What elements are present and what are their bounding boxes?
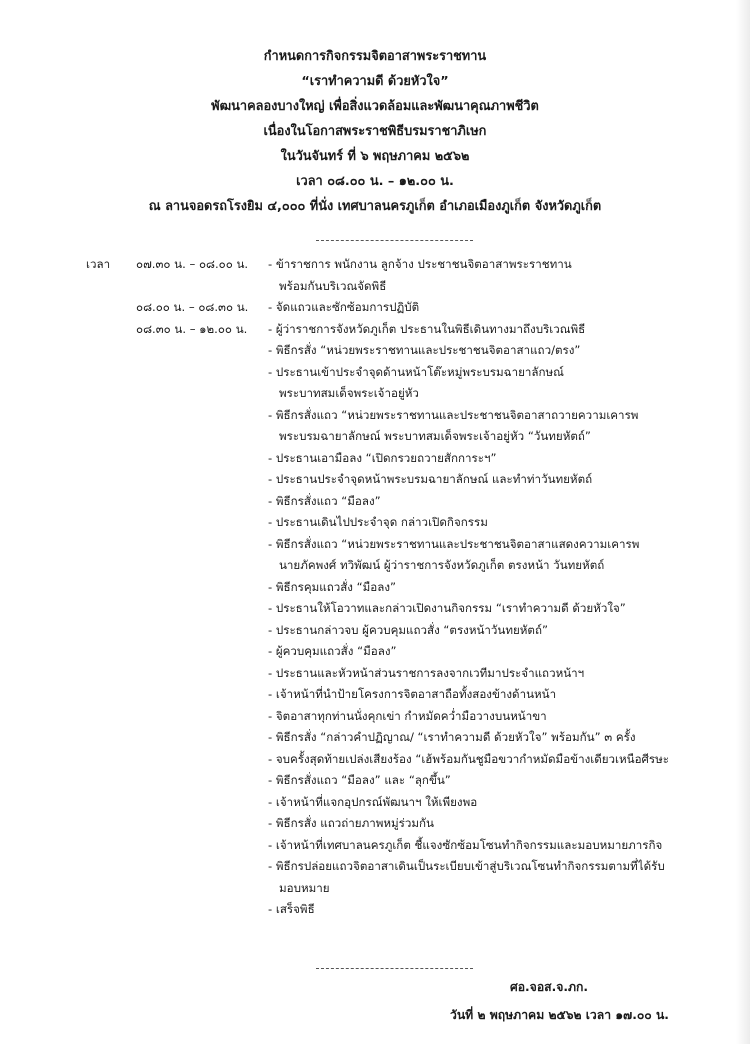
schedule-row — [0, 792, 750, 814]
schedule-row — [0, 641, 750, 663]
schedule-item: พระบาทสมเด็จพระเจ้าอยู่หัว — [279, 386, 419, 400]
header-occasion: เนื่องในโอกาสพระราชพิธีบรมราชาภิเษก — [263, 124, 487, 139]
schedule-row — [0, 598, 750, 620]
schedule-time-label: เวลา — [86, 257, 111, 271]
divider-top — [316, 240, 473, 241]
schedule-row — [0, 340, 750, 362]
schedule-item: - ผู้ควบคุมแถวสั่ง “มือลง” — [268, 644, 397, 658]
schedule-item: - เจ้าหน้าที่เทศบาลนครภูเก็ต ชี้แจงซักซ้อมโซนทำกิจกรรมและมอบหมายภารกิจ — [268, 837, 663, 852]
page-edge-shadow — [736, 0, 750, 1044]
schedule-row — [0, 469, 750, 491]
schedule-item: - จิตอาสาทุกท่านนั่งคุกเข่า กำหมัดคว่ำมือวางบนหน้าขา — [268, 708, 547, 723]
schedule-item: - พิธีกรสั่งแถว “หน่วยพระราชทานและประชาชนจิตอาสาแสดงความเคารพ — [268, 536, 640, 551]
schedule-item: - ประธานเอามือลง “เปิดกรวยถวายสักการะฯ” — [268, 450, 497, 465]
schedule-row — [0, 684, 750, 706]
document-header — [0, 44, 750, 219]
schedule-row — [0, 512, 750, 534]
schedule-row — [0, 319, 750, 341]
schedule-item: - พิธีกรสั่ง แถวถ่ายภาพหมู่ร่วมกัน — [268, 816, 434, 830]
header-title: กำหนดการกิจกรรมจิตอาสาพระราชทาน — [263, 49, 487, 64]
schedule-item: - ประธานประจำจุดหน้าพระบรมฉายาลักษณ์ และทำท่าวันทยหัตถ์ — [268, 472, 593, 486]
schedule-item: มอบหมาย — [279, 880, 330, 895]
schedule-item: - ประธานให้โอวาทและกล่าวเปิดงานกิจกรรม “เราทำความดี ด้วยหัวใจ” — [268, 601, 626, 615]
schedule-item: - ประธานเดินไปประจำจุด กล่าวเปิดกิจกรรม — [268, 515, 488, 529]
schedule-row — [0, 577, 750, 599]
header-venue: ณ ลานจอดรถโรงยิม ๔,๐๐๐ ที่นั่ง เทศบาลนครภูเก็ต อำเภอเมืองภูเก็ต จังหวัดภูเก็ต — [148, 199, 602, 214]
schedule-row — [0, 254, 750, 276]
header-date: ในวันจันทร์ ที่ ๖ พฤษภาคม ๒๕๖๒ — [280, 149, 470, 164]
schedule-row — [0, 878, 750, 900]
schedule-row — [0, 534, 750, 556]
schedule-item: - พิธีกรสั่งแถว “หน่วยพระราชทานและประชาชนจิตอาสาถวายความเคารพ — [268, 407, 639, 422]
schedule-time: ๐๗.๓๐ น. – ๐๘.๐๐ น. — [136, 257, 249, 271]
issue-date: วันที่ ๒ พฤษภาคม ๒๕๖๒ เวลา ๑๗.๐๐ น. — [450, 1008, 669, 1022]
schedule-time: ๐๘.๓๐ น. – ๑๒.๐๐ น. — [136, 321, 248, 336]
schedule-item: - พิธีกรสั่ง “กล่าวคำปฏิญาณ/ “เราทำความดี ด้วยหัวใจ” พร้อมกัน” ๓ ครั้ง — [268, 730, 636, 744]
schedule-item: - พิธีกรปล่อยแถวจิตอาสาเดินเป็นระเบียบเข้าสู่บริเวณโซนทำกิจกรรมตามที่ได้รับ — [268, 859, 665, 873]
schedule — [0, 254, 750, 921]
schedule-item: - เจ้าหน้าที่นำป้ายโครงการจิตอาสาถือทั้งสองข้างด้านหน้า — [268, 687, 557, 701]
schedule-item: - จบครั้งสุดท้ายเปล่งเสียงร้อง “เฮ้พร้อมกันชูมือขวากำหมัดมือข้างเดียวเหนือศีรษะ — [268, 751, 670, 766]
schedule-item: - พิธีกรสั่งแถว “มือลง” — [268, 493, 381, 508]
schedule-row — [0, 276, 750, 298]
schedule-row — [0, 297, 750, 319]
schedule-row — [0, 663, 750, 685]
schedule-item: - พิธีกรสั่งแถว “มือลง” และ “ลุกขึ้น” — [268, 773, 451, 787]
schedule-row — [0, 727, 750, 749]
schedule-row — [0, 899, 750, 921]
schedule-row — [0, 749, 750, 771]
schedule-item: - ข้าราชการ พนักงาน ลูกจ้าง ประชาชนจิตอาสาพระราชทาน — [268, 257, 572, 271]
schedule-row — [0, 770, 750, 792]
schedule-row — [0, 706, 750, 728]
schedule-row — [0, 555, 750, 577]
schedule-item: - พิธีกรคุมแถวสั่ง “มือลง” — [268, 579, 397, 594]
schedule-row — [0, 426, 750, 448]
issuer-signature: ศอ.จอส.จ.ภก. — [510, 980, 589, 994]
schedule-row — [0, 383, 750, 405]
schedule-row — [0, 835, 750, 857]
header-time: เวลา ๐๘.๐๐ น. – ๑๒.๐๐ น. — [296, 174, 454, 189]
schedule-item: นายภัคพงศ์ ทวิพัฒน์ ผู้ว่าราชการจังหวัดภูเก็ต ตรงหน้า วันทยหัตถ์ — [279, 558, 605, 572]
schedule-row — [0, 620, 750, 642]
schedule-item: พระบรมฉายาลักษณ์ พระบาทสมเด็จพระเจ้าอยู่หัว “วันทยหัตถ์” — [279, 429, 591, 443]
header-campaign-name: “เราทำความดี ด้วยหัวใจ” — [301, 74, 449, 89]
schedule-row — [0, 405, 750, 427]
schedule-row — [0, 491, 750, 513]
schedule-row — [0, 856, 750, 878]
schedule-item: - เสร็จพิธี — [268, 902, 315, 916]
schedule-item: พร้อมกันบริเวณจัดพิธี — [279, 278, 387, 293]
schedule-item: - เจ้าหน้าที่แจกอุปกรณ์พัฒนาฯ ให้เพียงพอ — [268, 794, 478, 809]
header-project-name: พัฒนาคลองบางใหญ่ เพื่อสิ่งแวดล้อมและพัฒนาคุณภาพชีวิต — [211, 99, 539, 114]
schedule-item: - ประธานและหัวหน้าส่วนราชการลงจากเวทีมาประจำแถวหน้าฯ — [268, 665, 585, 680]
schedule-item: - ประธานเข้าประจำจุดด้านหน้าโต๊ะหมู่พระบรมฉายาลักษณ์ — [268, 364, 564, 379]
schedule-item: - จัดแถวและซักซ้อมการปฏิบัติ — [268, 300, 420, 314]
schedule-item: - พิธีกรสั่ง “หน่วยพระราชทานและประชาชนจิตอาสาแถว/ตรง” — [268, 343, 581, 357]
schedule-item: - ผู้ว่าราชการจังหวัดภูเก็ต ประธานในพิธีเดินทางมาถึงบริเวณพิธี — [268, 321, 586, 336]
schedule-row — [0, 813, 750, 835]
schedule-time: ๐๘.๐๐ น. – ๐๘.๓๐ น. — [136, 300, 249, 314]
schedule-row — [0, 448, 750, 470]
schedule-item: - ประธานกล่าวจบ ผู้ควบคุมแถวสั่ง “ตรงหน้าวันทยหัตถ์” — [268, 622, 548, 637]
schedule-row — [0, 362, 750, 384]
divider-bottom — [316, 968, 473, 969]
